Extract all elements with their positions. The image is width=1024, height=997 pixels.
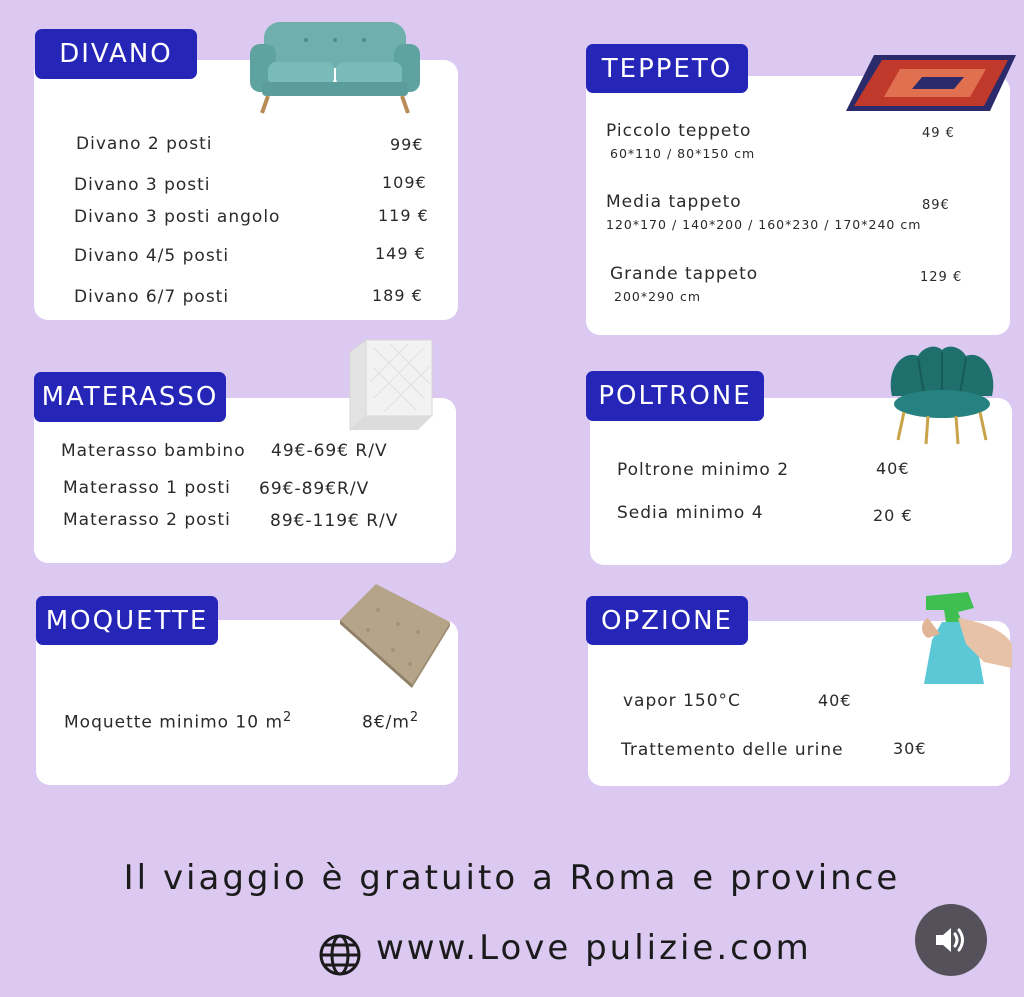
moquette-title: MOQUETTE <box>36 596 218 645</box>
opzione-item-name: vapor 150°C <box>623 691 741 711</box>
divano-item-name: Divano 4/5 posti <box>74 246 230 266</box>
materasso-item-price: 69€-89€R/V <box>259 479 370 499</box>
sound-button[interactable] <box>915 904 987 976</box>
teppeto-item-size: 120*170 / 140*200 / 160*230 / 170*240 cm <box>606 217 922 232</box>
divano-item-name: Divano 3 posti angolo <box>74 207 281 227</box>
poltrone-item-name: Sedia minimo 4 <box>617 503 764 523</box>
moquette-item-price-text: 8€/m <box>362 712 410 733</box>
divano-title: DIVANO <box>35 29 197 79</box>
teppeto-title: TEPPETO <box>586 44 748 93</box>
moquette-item-name-sup: 2 <box>283 710 293 725</box>
poltrone-title: POLTRONE <box>586 371 764 421</box>
teppeto-item-name: Grande tappeto <box>610 264 759 284</box>
moquette-item-name <box>64 710 292 733</box>
divano-item-price: 99€ <box>390 135 424 154</box>
divano-item-price: 149 € <box>375 244 426 263</box>
teppeto-item-name: Piccolo teppeto <box>606 121 752 141</box>
teppeto-item-size: 200*290 cm <box>614 289 701 304</box>
armchair-image <box>884 344 1000 446</box>
teppeto-item-price: 129 € <box>920 270 963 285</box>
materasso-title: MATERASSO <box>34 372 226 422</box>
globe-icon <box>318 933 362 977</box>
materasso-item-name: Materasso 1 posti <box>63 478 231 498</box>
divano-item-name: Divano 2 posti <box>76 134 213 154</box>
rug-image <box>844 53 1020 113</box>
mattress-image <box>346 336 438 434</box>
sofa-image <box>246 18 424 116</box>
opzione-item-name: Trattemento delle urine <box>621 740 844 760</box>
materasso-item-price: 49€-69€ R/V <box>271 441 388 461</box>
materasso-item-name: Materasso 2 posti <box>63 510 231 530</box>
divano-item-price: 189 € <box>372 286 423 305</box>
teppeto-item-name: Media tappeto <box>606 192 742 212</box>
poltrone-item-price: 20 € <box>873 506 913 525</box>
moquette-item-price <box>362 710 419 733</box>
materasso-item-name: Materasso bambino <box>61 441 246 461</box>
divano-item-name: Divano 3 posti <box>74 175 211 195</box>
teppeto-item-size: 60*110 / 80*150 cm <box>610 146 756 161</box>
travel-note: Il viaggio è gratuito a Roma e province <box>123 858 901 898</box>
divano-item-price: 119 € <box>378 206 429 225</box>
speaker-icon <box>934 925 968 955</box>
poltrone-item-price: 40€ <box>876 459 910 478</box>
divano-item-price: 109€ <box>382 173 427 192</box>
materasso-item-price: 89€-119€ R/V <box>270 511 399 531</box>
teppeto-item-price: 49 € <box>922 126 955 141</box>
teppeto-item-price: 89€ <box>922 198 950 213</box>
moquette-item-name-text: Moquette minimo 10 m <box>64 712 284 733</box>
divano-item-name: Divano 6/7 posti <box>74 287 230 307</box>
opzione-item-price: 40€ <box>818 691 852 710</box>
spray-bottle-image <box>918 588 1014 688</box>
opzione-title: OPZIONE <box>586 596 748 645</box>
moquette-item-price-sup: 2 <box>409 710 420 725</box>
poltrone-item-name: Poltrone minimo 2 <box>617 460 790 480</box>
website-link[interactable]: www.Love pulizie.com <box>376 928 812 968</box>
opzione-item-price: 30€ <box>893 739 927 758</box>
carpet-image <box>338 580 454 688</box>
